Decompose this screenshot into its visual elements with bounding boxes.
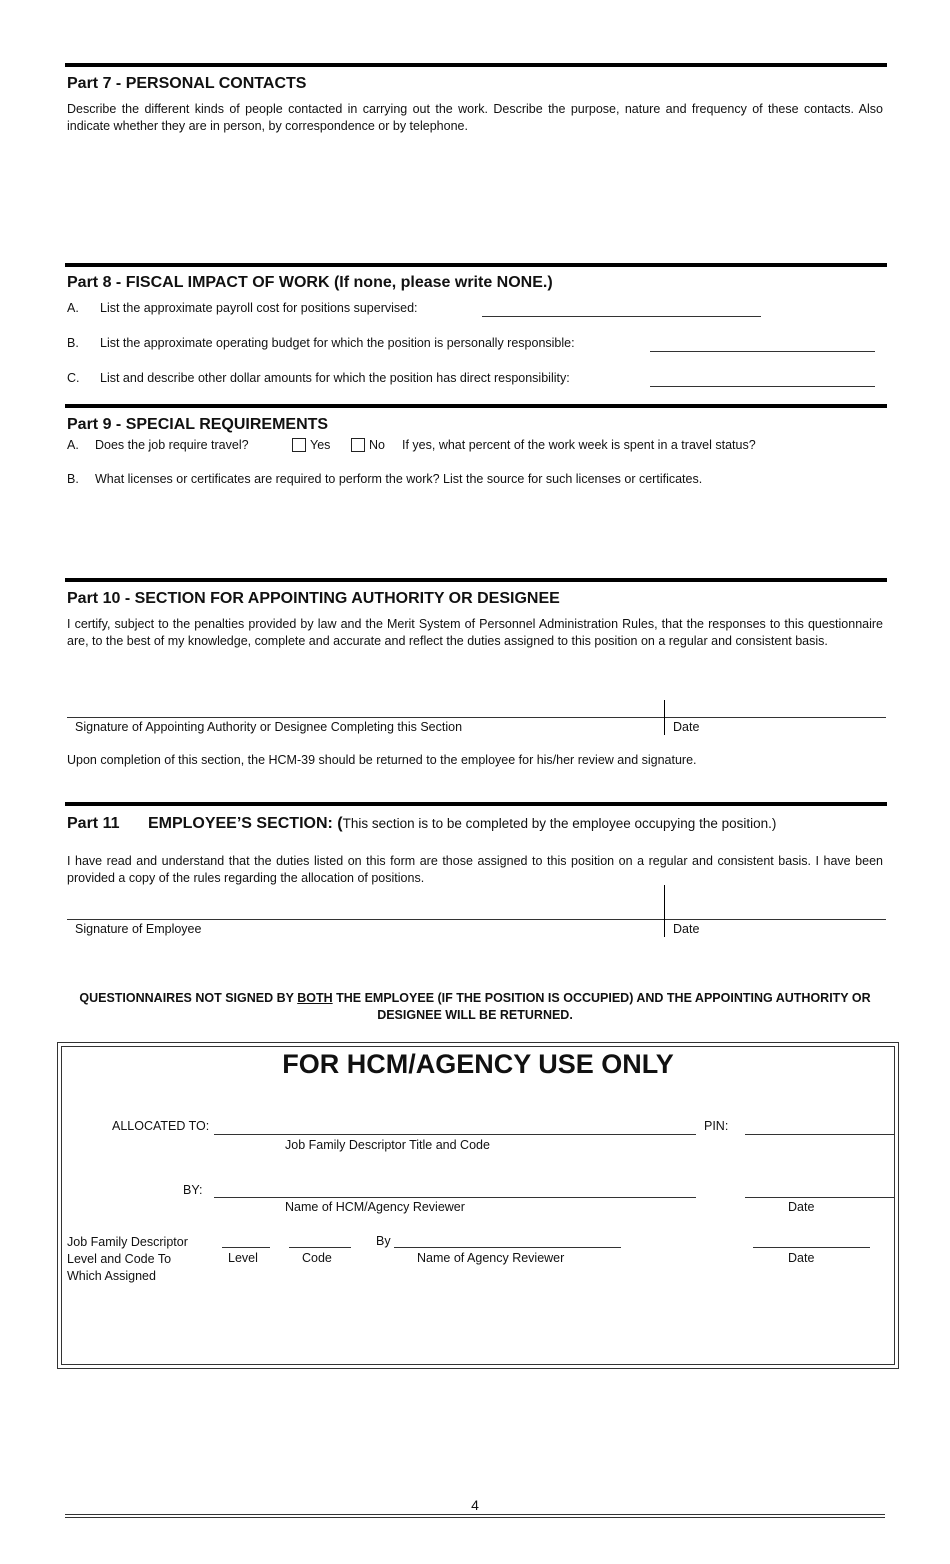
hcm-box-title: FOR HCM/AGENCY USE ONLY [282,1049,674,1079]
part11-title: EMPLOYEE’S SECTION: ( [147,815,343,832]
agency-reviewer-label: Name of Agency Reviewer [417,1251,565,1265]
hcm-agency-box [57,1042,899,1369]
level-label: Level [228,1251,258,1265]
code-label: Code [302,1251,332,1265]
by2-label: By [376,1234,391,1248]
section-divider [65,263,887,267]
part10-title: Part 10 - SECTION FOR APPOINTING AUTHORITY OR DESIGNEE [67,590,560,607]
part8-b-letter: B. [67,336,79,350]
level-field[interactable] [222,1247,270,1248]
employee-date-label: Date [673,922,700,936]
signature-date-divider [664,885,665,937]
other-dollar-amounts-field[interactable] [650,386,875,387]
part11-number: Part 11 [67,815,120,832]
part8-c-letter: C. [67,371,80,385]
part11-heading [67,815,776,833]
code-field[interactable] [289,1247,351,1248]
travel-yes-label: Yes [310,438,331,452]
pin-field[interactable] [745,1134,895,1135]
warning-post: THE EMPLOYEE (IF THE POSITION IS OCCUPIED) AND THE APPOINTING AUTHORITY OR DESIGNEE WILL BE RETURNED. [332,991,871,1022]
by-label: BY: [183,1183,203,1197]
reviewer-name-label: Name of HCM/Agency Reviewer [285,1200,465,1214]
travel-yes-checkbox[interactable] [292,438,306,452]
authority-date-label: Date [673,720,700,734]
travel-no-label: No [369,438,385,452]
section-divider [65,63,887,67]
page-number: 4 [471,1497,479,1513]
footer-rule-bottom [65,1517,885,1518]
part8-c-text: List and describe other dollar amounts for which the position has direct responsibility: [100,371,570,385]
part7-text: Describe the different kinds of people contacted in carrying out the work. Describe the purpose, nature and frequency of these contacts. Also indicate whether they are in person, by correspondence or by telephone. [67,102,883,133]
section-divider [65,578,887,582]
part9-b-text: What licenses or certificates are required to perform the work? List the source for such licenses or certificates. [95,472,703,486]
pin-label: PIN: [704,1119,729,1133]
jfd-level-label [67,1234,188,1285]
agency-date-field[interactable] [753,1247,870,1248]
part9-title: Part 9 - SPECIAL REQUIREMENTS [67,416,329,433]
part8-b-text: List the approximate operating budget for which the position is personally responsible: [100,336,575,350]
operating-budget-field[interactable] [650,351,875,352]
warning-both: BOTH [297,991,333,1005]
employee-signature-line[interactable] [67,919,886,920]
section-divider [65,802,887,806]
part10-text: I certify, subject to the penalties provided by law and the Merit System of Personnel Administration Rules, that the responses to this questionnaire are, to the best of my knowledge, complete and accurate and reflect the duties assigned to this position on a regular and consistent basis. [67,617,883,648]
review-date-field[interactable] [745,1197,895,1198]
travel-percent-question: If yes, what percent of the work week is spent in a travel status? [402,438,756,452]
payroll-cost-field[interactable] [482,316,761,317]
review-date-label: Date [788,1200,815,1214]
hcm-agency-box-inner [61,1046,895,1365]
part9-b-letter: B. [67,472,79,486]
part11-text: I have read and understand that the duties listed on this form are those assigned to this position on a regular and consistent basis. I have been provided a copy of the rules regarding the allocation of positions. [67,854,883,885]
jfd-level-line-2: Level and Code To [67,1252,172,1266]
agency-reviewer-field[interactable] [394,1247,621,1248]
authority-signature-line[interactable] [67,717,886,718]
reviewer-name-field[interactable] [214,1197,696,1198]
allocated-to-field[interactable] [214,1134,696,1135]
allocated-to-label: ALLOCATED TO: [112,1119,210,1133]
employee-signature-label: Signature of Employee [75,922,202,936]
authority-signature-label: Signature of Appointing Authority or Designee Completing this Section [75,720,463,734]
signature-date-divider [664,700,665,735]
agency-date-label: Date [788,1251,815,1265]
part7-title: Part 7 - PERSONAL CONTACTS [67,75,307,92]
jfd-level-line-1: Job Family Descriptor [67,1235,188,1249]
signature-warning [67,990,883,1024]
part8-a-text: List the approximate payroll cost for positions supervised: [100,301,418,315]
part8-a-letter: A. [67,301,79,315]
part11-subtitle: This section is to be completed by the employee occupying the position.) [342,816,777,831]
jfd-level-line-3: Which Assigned [67,1269,156,1283]
warning-pre: QUESTIONNAIRES NOT SIGNED BY [79,991,298,1005]
part9-a-text: Does the job require travel? [95,438,249,452]
jfd-title-code-label: Job Family Descriptor Title and Code [285,1138,490,1152]
part8-title: Part 8 - FISCAL IMPACT OF WORK (If none, please write NONE.) [67,274,553,291]
travel-no-checkbox[interactable] [351,438,365,452]
part9-a-letter: A. [67,438,79,452]
part10-note: Upon completion of this section, the HCM-39 should be returned to the employee for his/her review and signature. [67,753,697,767]
footer-rule-top [65,1514,885,1515]
section-divider [65,404,887,408]
